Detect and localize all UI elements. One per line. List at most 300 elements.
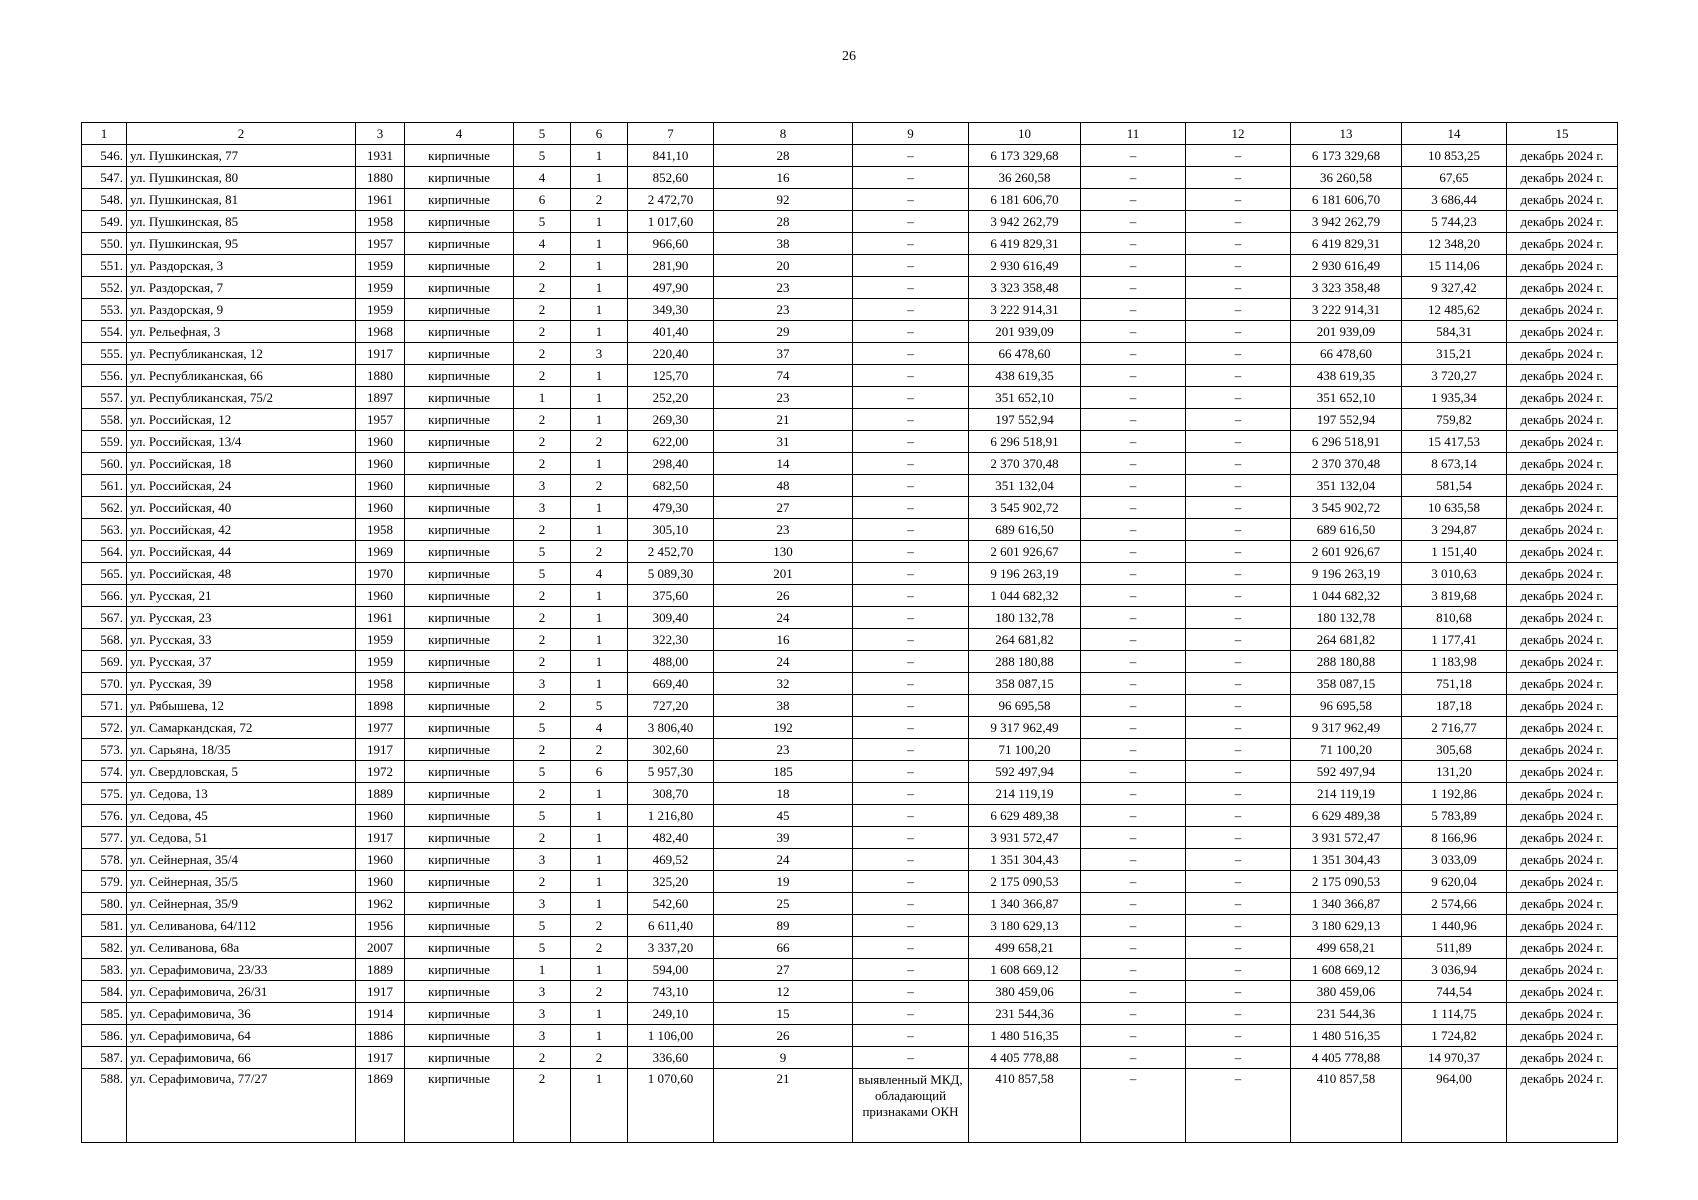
- table-cell: кирпичные: [405, 563, 514, 585]
- table-cell: 37: [714, 343, 853, 365]
- table-cell: 1960: [356, 497, 405, 519]
- table-cell: 584.: [82, 981, 127, 1003]
- table-header: [82, 123, 1618, 145]
- table-cell: 2 472,70: [628, 189, 714, 211]
- table-cell: ул. Серафимовича, 23/33: [127, 959, 356, 981]
- table-cell: 577.: [82, 827, 127, 849]
- table-cell: декабрь 2024 г.: [1507, 893, 1618, 915]
- table-cell: 558.: [82, 409, 127, 431]
- table-cell: 1: [514, 387, 571, 409]
- table-cell: 564.: [82, 541, 127, 563]
- table-cell: 2: [514, 607, 571, 629]
- table-cell: 5: [514, 717, 571, 739]
- table-cell: 187,18: [1402, 695, 1507, 717]
- table-cell: 1889: [356, 959, 405, 981]
- table-cell: –: [1186, 541, 1291, 563]
- table-cell: 571.: [82, 695, 127, 717]
- table-cell: 21: [714, 409, 853, 431]
- table-cell: 2: [571, 541, 628, 563]
- table-cell: 2: [514, 739, 571, 761]
- table-cell: 2: [514, 453, 571, 475]
- housing-register-table: [81, 122, 1618, 1143]
- table-cell: 125,70: [628, 365, 714, 387]
- table-cell: –: [1186, 717, 1291, 739]
- table-cell: декабрь 2024 г.: [1507, 255, 1618, 277]
- table-cell: –: [1081, 387, 1186, 409]
- table-cell: 12 348,20: [1402, 233, 1507, 255]
- table-cell: кирпичные: [405, 585, 514, 607]
- table-cell: 1960: [356, 849, 405, 871]
- table-cell: 563.: [82, 519, 127, 541]
- table-cell: 180 132,78: [969, 607, 1081, 629]
- table-cell: 2: [514, 827, 571, 849]
- table-cell: декабрь 2024 г.: [1507, 607, 1618, 629]
- table-cell: 214 119,19: [1291, 783, 1402, 805]
- table-cell: –: [1186, 343, 1291, 365]
- table-cell: –: [1081, 783, 1186, 805]
- table-cell: –: [1186, 453, 1291, 475]
- table-cell: 4 405 778,88: [1291, 1047, 1402, 1069]
- table-cell: 3 686,44: [1402, 189, 1507, 211]
- table-cell: 9: [714, 1047, 853, 1069]
- table-cell: 622,00: [628, 431, 714, 453]
- table-cell: 548.: [82, 189, 127, 211]
- table-cell: –: [853, 981, 969, 1003]
- table-row: [82, 827, 1618, 849]
- table-cell: кирпичные: [405, 761, 514, 783]
- table-cell: 67,65: [1402, 167, 1507, 189]
- table-cell: 2007: [356, 937, 405, 959]
- table-row: [82, 959, 1618, 981]
- table-cell: 281,90: [628, 255, 714, 277]
- table-cell: 214 119,19: [969, 783, 1081, 805]
- table-cell: 5: [514, 761, 571, 783]
- table-cell: 479,30: [628, 497, 714, 519]
- table-cell: декабрь 2024 г.: [1507, 453, 1618, 475]
- table-cell: 25: [714, 893, 853, 915]
- table-cell: –: [1081, 761, 1186, 783]
- table-cell: декабрь 2024 г.: [1507, 189, 1618, 211]
- table-cell: кирпичные: [405, 233, 514, 255]
- table-cell: 567.: [82, 607, 127, 629]
- table-cell: 9 317 962,49: [969, 717, 1081, 739]
- table-cell: 1: [571, 673, 628, 695]
- table-cell: 24: [714, 849, 853, 871]
- table-cell: –: [1186, 695, 1291, 717]
- table-cell: кирпичные: [405, 849, 514, 871]
- table-cell: 27: [714, 497, 853, 519]
- table-cell: –: [1186, 981, 1291, 1003]
- table-cell: кирпичные: [405, 277, 514, 299]
- table-cell: –: [1186, 497, 1291, 519]
- table-cell: –: [1186, 1069, 1291, 1143]
- table-cell: –: [1186, 915, 1291, 937]
- table-cell: 1880: [356, 365, 405, 387]
- table-cell: 5 957,30: [628, 761, 714, 783]
- table-cell: –: [1081, 827, 1186, 849]
- table-cell: –: [1186, 233, 1291, 255]
- table-cell: 568.: [82, 629, 127, 651]
- table-cell: 751,18: [1402, 673, 1507, 695]
- table-row: [82, 145, 1618, 167]
- table-row: [82, 387, 1618, 409]
- table-cell: –: [1081, 541, 1186, 563]
- table-cell: 1917: [356, 981, 405, 1003]
- table-cell: декабрь 2024 г.: [1507, 167, 1618, 189]
- table-cell: 1958: [356, 211, 405, 233]
- table-cell: 10 853,25: [1402, 145, 1507, 167]
- table-cell: 1961: [356, 189, 405, 211]
- table-cell: –: [1186, 365, 1291, 387]
- table-cell: 4: [571, 563, 628, 585]
- table-cell: –: [1081, 915, 1186, 937]
- table-cell: 2 716,77: [1402, 717, 1507, 739]
- table-cell: –: [853, 717, 969, 739]
- table-cell: 1 070,60: [628, 1069, 714, 1143]
- table-cell: 31: [714, 431, 853, 453]
- table-cell: декабрь 2024 г.: [1507, 1025, 1618, 1047]
- table-cell: 24: [714, 607, 853, 629]
- table-cell: –: [1081, 1003, 1186, 1025]
- table-cell: 2: [514, 277, 571, 299]
- table-cell: 579.: [82, 871, 127, 893]
- table-cell: 1959: [356, 255, 405, 277]
- table-cell: 550.: [82, 233, 127, 255]
- column-header: 13: [1291, 123, 1402, 145]
- table-cell: –: [1081, 321, 1186, 343]
- table-cell: 1: [571, 233, 628, 255]
- table-cell: 1: [571, 519, 628, 541]
- table-body: [82, 145, 1618, 1143]
- table-cell: 2: [514, 409, 571, 431]
- table-cell: 89: [714, 915, 853, 937]
- table-cell: 3 222 914,31: [1291, 299, 1402, 321]
- table-cell: декабрь 2024 г.: [1507, 805, 1618, 827]
- table-cell: 26: [714, 585, 853, 607]
- table-cell: 2: [514, 365, 571, 387]
- table-cell: 1 480 516,35: [1291, 1025, 1402, 1047]
- table-cell: 308,70: [628, 783, 714, 805]
- table-cell: 325,20: [628, 871, 714, 893]
- table-cell: –: [1186, 255, 1291, 277]
- table-cell: 3 931 572,47: [969, 827, 1081, 849]
- table-cell: –: [853, 739, 969, 761]
- table-cell: 584,31: [1402, 321, 1507, 343]
- table-cell: кирпичные: [405, 827, 514, 849]
- table-cell: декабрь 2024 г.: [1507, 849, 1618, 871]
- table-cell: 21: [714, 1069, 853, 1143]
- table-cell: –: [1186, 211, 1291, 233]
- table-cell: кирпичные: [405, 409, 514, 431]
- table-cell: –: [853, 519, 969, 541]
- table-cell: –: [1081, 739, 1186, 761]
- table-cell: 744,54: [1402, 981, 1507, 1003]
- table-cell: 2 175 090,53: [1291, 871, 1402, 893]
- table-cell: 1 044 682,32: [1291, 585, 1402, 607]
- table-cell: 1957: [356, 233, 405, 255]
- table-cell: 2: [571, 475, 628, 497]
- table-cell: 3 323 358,48: [1291, 277, 1402, 299]
- table-cell: 2 930 616,49: [969, 255, 1081, 277]
- table-cell: 3 806,40: [628, 717, 714, 739]
- table-cell: декабрь 2024 г.: [1507, 915, 1618, 937]
- table-cell: 3 942 262,79: [1291, 211, 1402, 233]
- table-cell: ул. Российская, 40: [127, 497, 356, 519]
- table-cell: 2: [514, 321, 571, 343]
- table-cell: 23: [714, 387, 853, 409]
- table-cell: 3 942 262,79: [969, 211, 1081, 233]
- table-cell: 2 370 370,48: [1291, 453, 1402, 475]
- table-cell: 581.: [82, 915, 127, 937]
- table-row: [82, 343, 1618, 365]
- table-cell: 1957: [356, 409, 405, 431]
- table-cell: 1917: [356, 827, 405, 849]
- table-cell: 549.: [82, 211, 127, 233]
- table-cell: –: [1081, 409, 1186, 431]
- table-cell: –: [1186, 651, 1291, 673]
- table-cell: 131,20: [1402, 761, 1507, 783]
- table-cell: –: [1081, 937, 1186, 959]
- table-cell: ул. Селиванова, 68а: [127, 937, 356, 959]
- table-cell: 380 459,06: [1291, 981, 1402, 1003]
- table-cell: 561.: [82, 475, 127, 497]
- table-cell: –: [853, 805, 969, 827]
- table-cell: декабрь 2024 г.: [1507, 431, 1618, 453]
- table-cell: 38: [714, 233, 853, 255]
- table-cell: 583.: [82, 959, 127, 981]
- table-cell: ул. Сарьяна, 18/35: [127, 739, 356, 761]
- table-cell: –: [853, 255, 969, 277]
- table-cell: –: [1081, 145, 1186, 167]
- table-cell: 554.: [82, 321, 127, 343]
- table-row: [82, 717, 1618, 739]
- table-cell: 2 370 370,48: [969, 453, 1081, 475]
- table-cell: 8 166,96: [1402, 827, 1507, 849]
- table-cell: 1 608 669,12: [1291, 959, 1402, 981]
- table-cell: 220,40: [628, 343, 714, 365]
- table-cell: –: [1081, 475, 1186, 497]
- table-row: [82, 849, 1618, 871]
- column-header: 14: [1402, 123, 1507, 145]
- table-cell: –: [853, 1047, 969, 1069]
- table-cell: 2: [514, 1047, 571, 1069]
- table-cell: 288 180,88: [969, 651, 1081, 673]
- table-cell: декабрь 2024 г.: [1507, 343, 1618, 365]
- table-cell: 28: [714, 211, 853, 233]
- table-cell: 572.: [82, 717, 127, 739]
- table-cell: кирпичные: [405, 783, 514, 805]
- table-cell: –: [1186, 189, 1291, 211]
- column-header: 6: [571, 123, 628, 145]
- table-cell: –: [1186, 959, 1291, 981]
- table-cell: 1969: [356, 541, 405, 563]
- table-cell: 1960: [356, 805, 405, 827]
- table-cell: –: [1081, 959, 1186, 981]
- table-cell: –: [1186, 277, 1291, 299]
- table-cell: 6 181 606,70: [969, 189, 1081, 211]
- table-cell: 3 931 572,47: [1291, 827, 1402, 849]
- table-row: [82, 211, 1618, 233]
- table-cell: 12: [714, 981, 853, 1003]
- table-cell: –: [1186, 409, 1291, 431]
- table-cell: 1: [571, 387, 628, 409]
- table-cell: 546.: [82, 145, 127, 167]
- table-cell: 6: [571, 761, 628, 783]
- table-cell: 581,54: [1402, 475, 1507, 497]
- table-cell: 71 100,20: [969, 739, 1081, 761]
- table-cell: 1 351 304,43: [1291, 849, 1402, 871]
- table-cell: декабрь 2024 г.: [1507, 959, 1618, 981]
- table-cell: 2 601 926,67: [1291, 541, 1402, 563]
- table-cell: 375,60: [628, 585, 714, 607]
- table-cell: 6 173 329,68: [969, 145, 1081, 167]
- table-cell: 2: [514, 519, 571, 541]
- table-cell: 1: [571, 1069, 628, 1143]
- table-cell: 2: [514, 1069, 571, 1143]
- table-cell: –: [1081, 1047, 1186, 1069]
- table-row: [82, 1025, 1618, 1047]
- table-cell: –: [1186, 607, 1291, 629]
- table-cell: 1 192,86: [1402, 783, 1507, 805]
- table-cell: 322,30: [628, 629, 714, 651]
- table-cell: 15 417,53: [1402, 431, 1507, 453]
- table-cell: декабрь 2024 г.: [1507, 783, 1618, 805]
- table-cell: 197 552,94: [969, 409, 1081, 431]
- table-cell: –: [1081, 365, 1186, 387]
- table-cell: –: [853, 585, 969, 607]
- table-cell: –: [1081, 893, 1186, 915]
- table-cell: –: [853, 1025, 969, 1047]
- table-cell: 351 652,10: [1291, 387, 1402, 409]
- table-cell: –: [853, 409, 969, 431]
- table-cell: 358 087,15: [1291, 673, 1402, 695]
- table-cell: 592 497,94: [969, 761, 1081, 783]
- table-cell: ул. Республиканская, 12: [127, 343, 356, 365]
- table-row: [82, 783, 1618, 805]
- table-cell: 201: [714, 563, 853, 585]
- table-cell: декабрь 2024 г.: [1507, 299, 1618, 321]
- table-cell: 1: [571, 871, 628, 893]
- table-cell: 1 044 682,32: [969, 585, 1081, 607]
- table-cell: –: [1186, 387, 1291, 409]
- table-cell: 9 196 263,19: [1291, 563, 1402, 585]
- column-header: 9: [853, 123, 969, 145]
- table-cell: 1: [571, 277, 628, 299]
- table-cell: 1959: [356, 629, 405, 651]
- table-cell: 2: [571, 431, 628, 453]
- table-cell: 231 544,36: [1291, 1003, 1402, 1025]
- table-cell: ул. Селиванова, 64/112: [127, 915, 356, 937]
- table-cell: декабрь 2024 г.: [1507, 1047, 1618, 1069]
- table-cell: –: [1081, 585, 1186, 607]
- table-row: [82, 651, 1618, 673]
- table-cell: –: [1186, 629, 1291, 651]
- table-cell: 2 601 926,67: [969, 541, 1081, 563]
- table-row: [82, 453, 1618, 475]
- table-cell: 511,89: [1402, 937, 1507, 959]
- table-cell: –: [1186, 849, 1291, 871]
- table-row: [82, 563, 1618, 585]
- table-cell: кирпичные: [405, 1047, 514, 1069]
- table-cell: 1917: [356, 1047, 405, 1069]
- table-cell: кирпичные: [405, 1069, 514, 1143]
- table-cell: 3 180 629,13: [969, 915, 1081, 937]
- table-cell: ул. Рябышева, 12: [127, 695, 356, 717]
- table-cell: –: [853, 497, 969, 519]
- table-cell: 23: [714, 277, 853, 299]
- table-cell: 841,10: [628, 145, 714, 167]
- table-cell: 1: [571, 1003, 628, 1025]
- table-cell: 488,00: [628, 651, 714, 673]
- table-cell: декабрь 2024 г.: [1507, 981, 1618, 1003]
- table-cell: 45: [714, 805, 853, 827]
- table-cell: 197 552,94: [1291, 409, 1402, 431]
- table-row: [82, 761, 1618, 783]
- table-cell: –: [1081, 717, 1186, 739]
- table-cell: –: [853, 827, 969, 849]
- table-cell: 1960: [356, 475, 405, 497]
- table-cell: 573.: [82, 739, 127, 761]
- table-row: [82, 431, 1618, 453]
- table-cell: –: [1081, 343, 1186, 365]
- table-row: [82, 189, 1618, 211]
- table-cell: –: [1186, 761, 1291, 783]
- table-cell: 14: [714, 453, 853, 475]
- table-cell: 1: [571, 321, 628, 343]
- table-cell: 499 658,21: [969, 937, 1081, 959]
- table-cell: –: [1081, 211, 1186, 233]
- table-cell: –: [1081, 233, 1186, 255]
- table-cell: –: [1081, 651, 1186, 673]
- table-cell: –: [1186, 167, 1291, 189]
- table-cell: 3 036,94: [1402, 959, 1507, 981]
- table-cell: 438 619,35: [969, 365, 1081, 387]
- table-cell: –: [1186, 893, 1291, 915]
- table-cell: 964,00: [1402, 1069, 1507, 1143]
- table-cell: 1 724,82: [1402, 1025, 1507, 1047]
- table-cell: 2 574,66: [1402, 893, 1507, 915]
- table-cell: 1880: [356, 167, 405, 189]
- table-cell: 6 629 489,38: [969, 805, 1081, 827]
- column-header: 3: [356, 123, 405, 145]
- table-cell: 542,60: [628, 893, 714, 915]
- table-cell: 410 857,58: [969, 1069, 1081, 1143]
- table-cell: –: [853, 695, 969, 717]
- table-cell: 1958: [356, 519, 405, 541]
- table-cell: 582.: [82, 937, 127, 959]
- table-cell: 1: [514, 959, 571, 981]
- table-cell: 669,40: [628, 673, 714, 695]
- table-cell: 24: [714, 651, 853, 673]
- table-cell: ул. Российская, 12: [127, 409, 356, 431]
- table-cell: кирпичные: [405, 937, 514, 959]
- table-cell: 1: [571, 585, 628, 607]
- table-cell: 5: [514, 937, 571, 959]
- table-cell: 1: [571, 849, 628, 871]
- table-cell: 551.: [82, 255, 127, 277]
- table-cell: 6: [514, 189, 571, 211]
- table-cell: 438 619,35: [1291, 365, 1402, 387]
- table-cell: –: [853, 343, 969, 365]
- table-cell: декабрь 2024 г.: [1507, 717, 1618, 739]
- table-cell: декабрь 2024 г.: [1507, 277, 1618, 299]
- table-cell: 2: [571, 915, 628, 937]
- table-cell: 3 033,09: [1402, 849, 1507, 871]
- table-cell: кирпичные: [405, 189, 514, 211]
- table-cell: 469,52: [628, 849, 714, 871]
- table-cell: –: [1081, 189, 1186, 211]
- column-header: 2: [127, 123, 356, 145]
